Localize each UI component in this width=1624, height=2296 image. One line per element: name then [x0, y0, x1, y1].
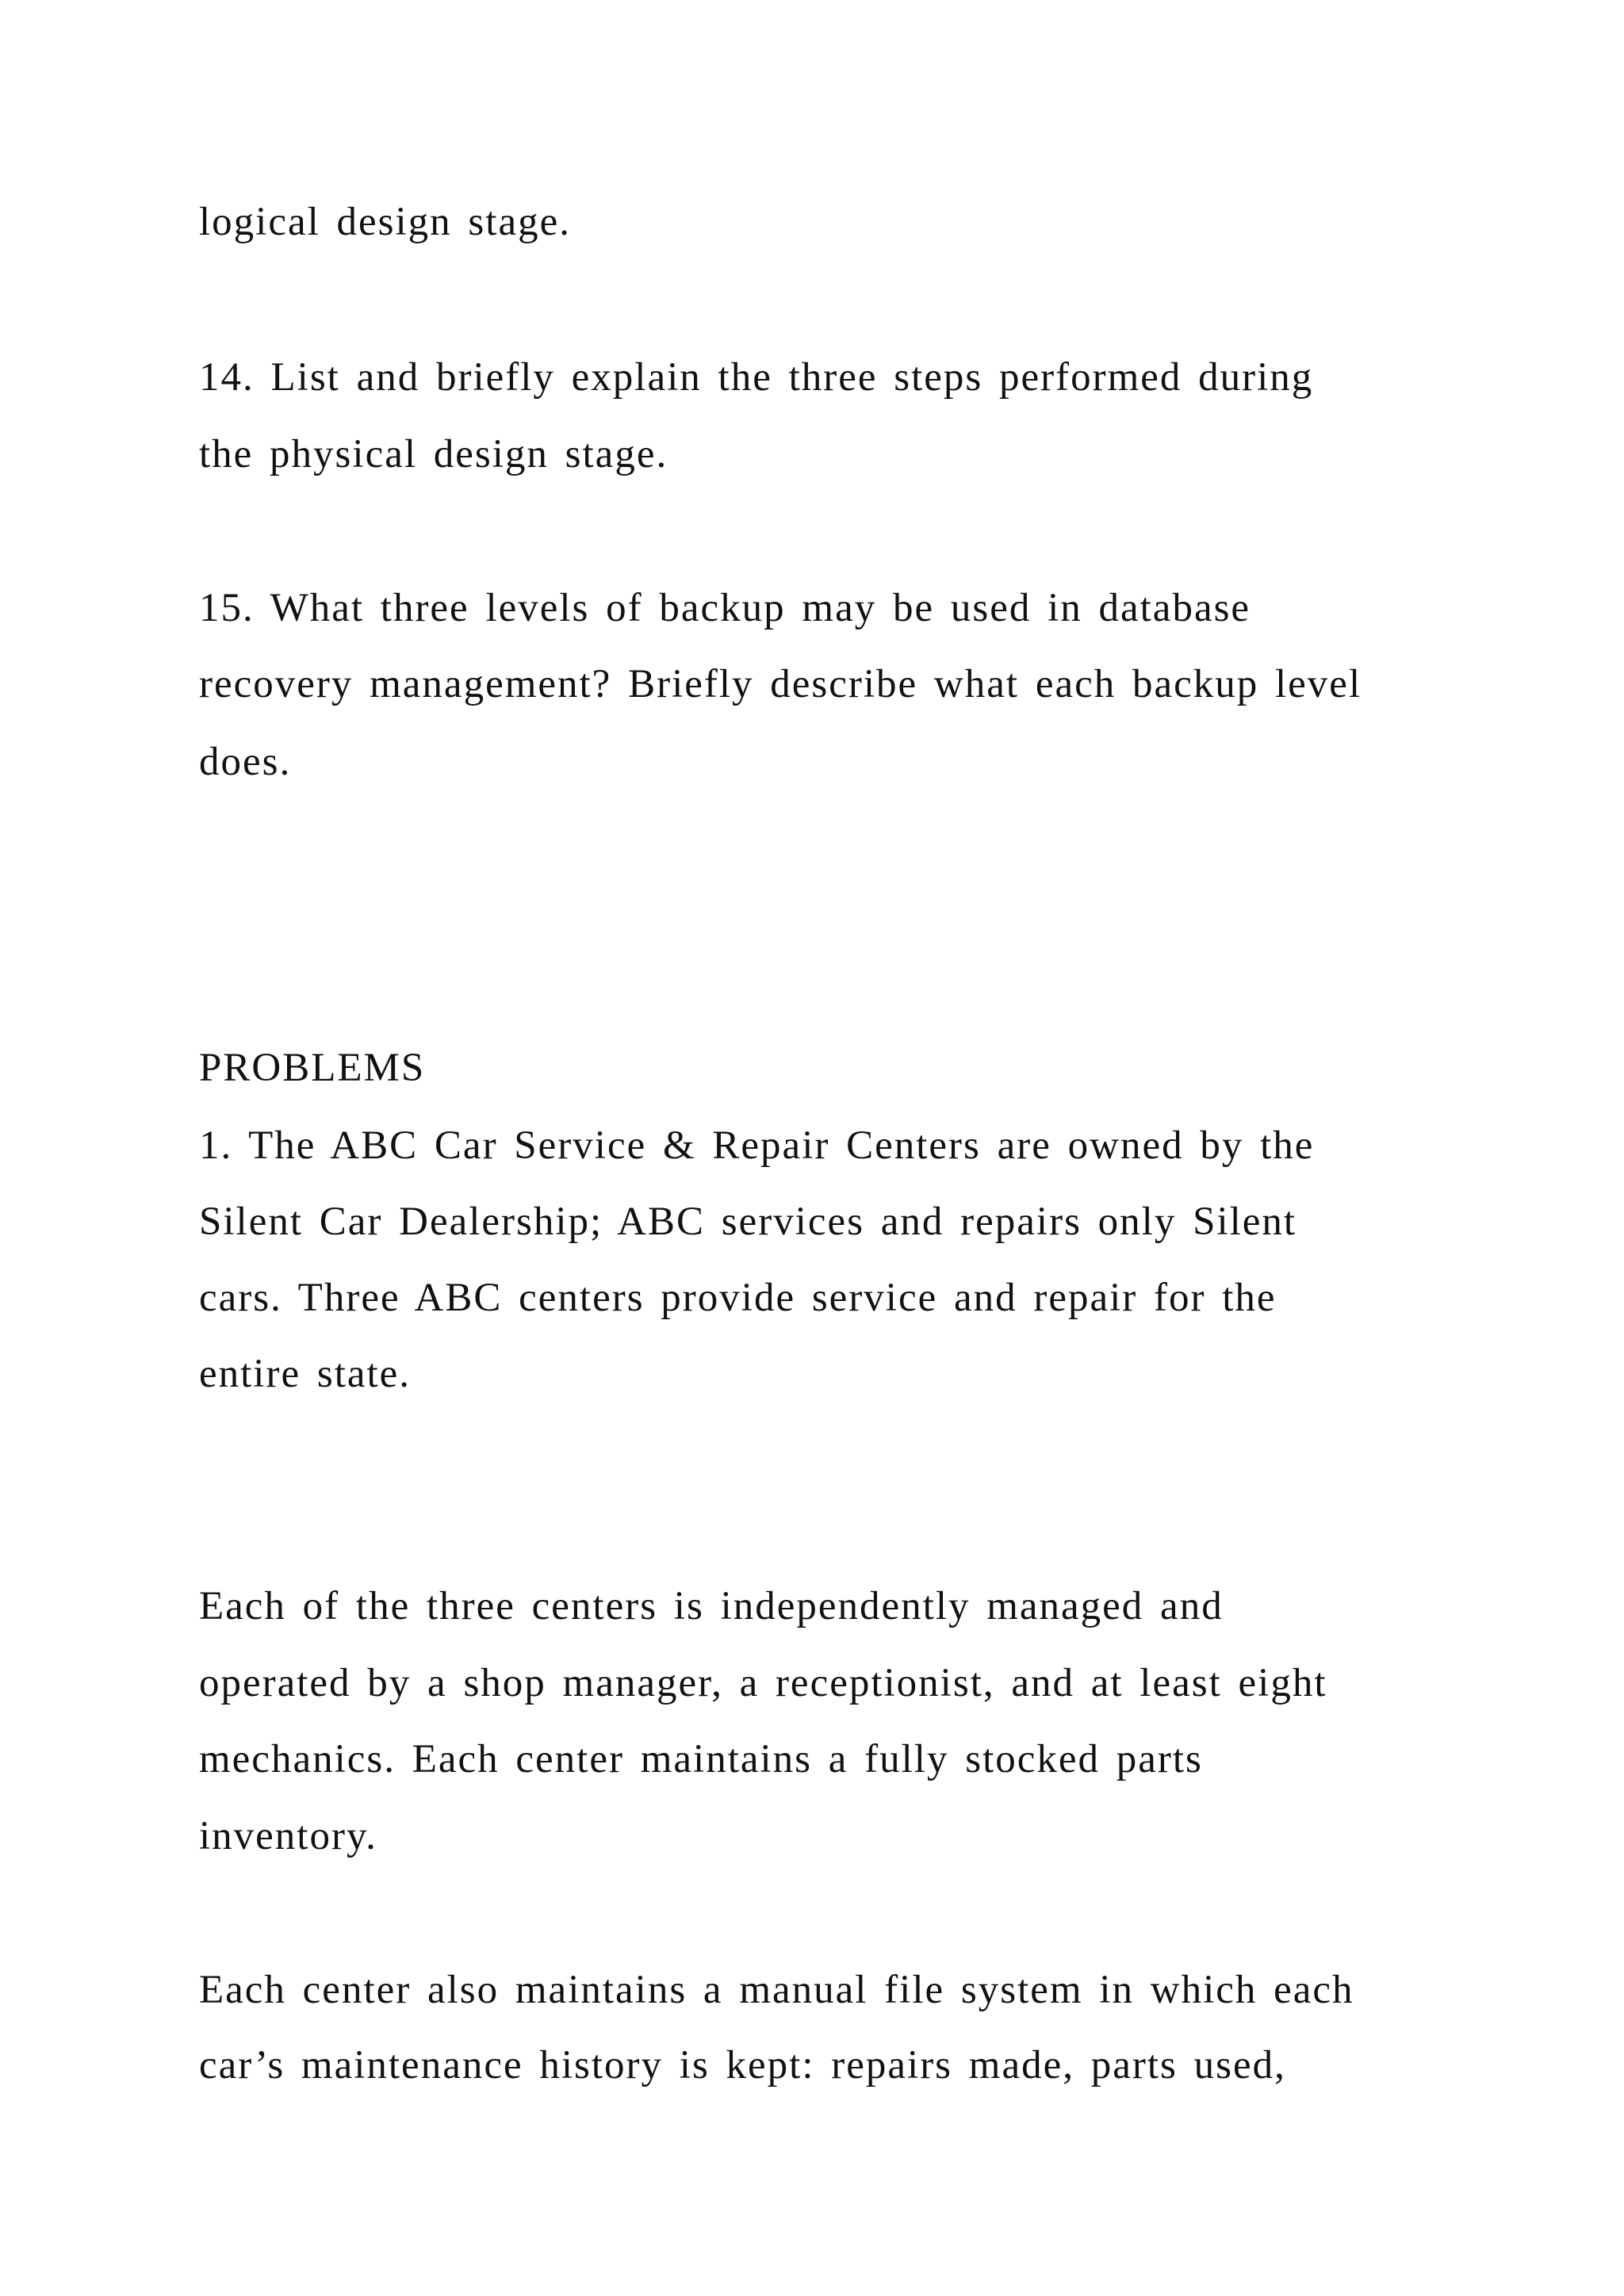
paragraph-2-line-2: operated by a shop manager, a receptionist, and at least eight	[199, 1661, 1327, 1705]
paragraph-2-line-1: Each of the three centers is independently managed and	[199, 1584, 1224, 1628]
question-14-line-1: 14. List and briefly explain the three steps performed during	[199, 355, 1314, 400]
problem-1-line-3: cars. Three ABC centers provide service and repair for the	[199, 1276, 1277, 1320]
paragraph-3-line-1: Each center also maintains a manual file system in which each	[199, 1968, 1354, 2012]
paragraph-3-line-2: car’s maintenance history is kept: repairs made, parts used,	[199, 2043, 1286, 2087]
problems-heading: PROBLEMS	[199, 1046, 426, 1090]
problem-1-line-4: entire state.	[199, 1352, 412, 1396]
problem-1-line-1: 1. The ABC Car Service & Repair Centers are owned by the	[199, 1123, 1315, 1168]
question-15-line-2: recovery management? Briefly describe what each backup level	[199, 662, 1362, 706]
question-15-line-1: 15. What three levels of backup may be used in database	[199, 586, 1251, 630]
text-line: logical design stage.	[199, 200, 571, 244]
question-15-line-3: does.	[199, 740, 292, 784]
problem-1-line-2: Silent Car Dealership; ABC services and repairs only Silent	[199, 1200, 1297, 1244]
paragraph-2-line-4: inventory.	[199, 1814, 377, 1858]
question-14-line-2: the physical design stage.	[199, 432, 668, 476]
paragraph-2-line-3: mechanics. Each center maintains a fully stocked parts	[199, 1737, 1203, 1781]
